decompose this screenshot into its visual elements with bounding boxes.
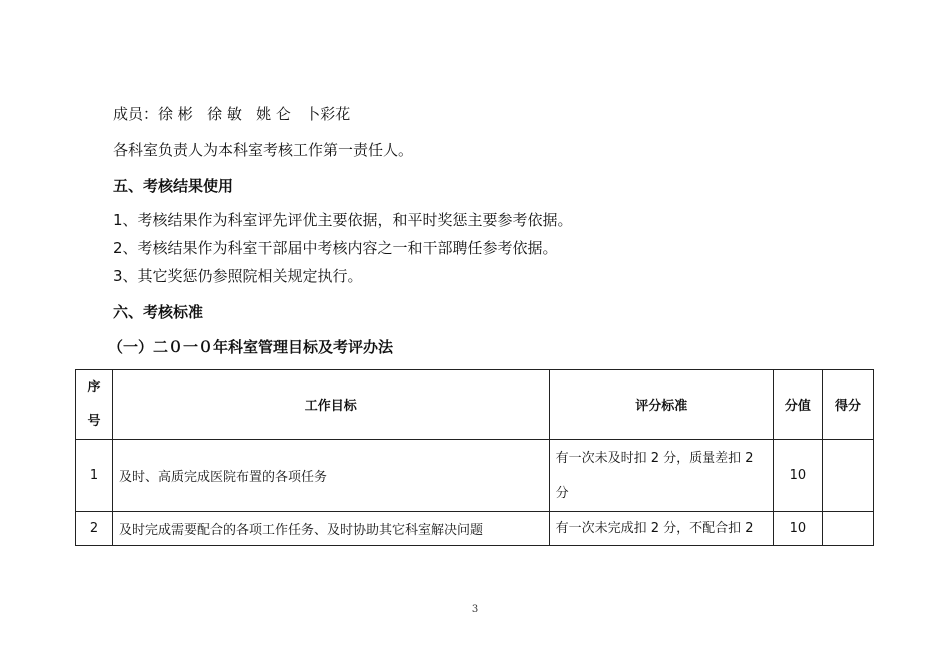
row-no: 1 (76, 440, 113, 512)
header-got: 得分 (822, 370, 873, 440)
header-no-line1: 序 (87, 379, 101, 395)
row-got (822, 440, 873, 512)
assessment-table (75, 369, 874, 546)
header-score: 分值 (773, 370, 822, 440)
members-line: 成员：徐 彬 徐 敏 姚 仑 卜彩花 (113, 105, 351, 123)
row-criteria-line2: 分 (555, 485, 569, 501)
page-number: 3 (471, 604, 479, 615)
header-goal: 工作目标 (113, 370, 550, 440)
table-header-row (76, 370, 874, 440)
row-got (822, 512, 873, 546)
section-5-title: 五、考核结果使用 (113, 177, 234, 195)
row-score: 10 (773, 440, 822, 512)
row-score: 10 (773, 512, 822, 546)
subsection-title: （一）二０一０年科室管理目标及考评办法 (108, 338, 394, 356)
list-item-3: 3、其它奖惩仍参照院相关规定执行。 (113, 267, 363, 285)
header-no (76, 370, 113, 440)
table-row (76, 512, 874, 546)
row-criteria (549, 440, 773, 512)
list-item-1: 1、考核结果作为科室评先评优主要依据，和平时奖惩主要参考依据。 (113, 211, 573, 229)
section-6-title: 六、考核标准 (113, 303, 204, 321)
row-no: 2 (76, 512, 113, 546)
header-criteria: 评分标准 (549, 370, 773, 440)
row-criteria: 有一次未完成扣 2 分，不配合扣 2 (549, 512, 773, 546)
row-goal: 及时完成需要配合的各项工作任务、及时协助其它科室解决问题 (113, 512, 550, 546)
row-criteria-line1: 有一次未及时扣 2 分，质量差扣 2 (555, 450, 754, 466)
header-no-line2: 号 (87, 413, 101, 429)
table-row (76, 440, 874, 512)
responsibility-line: 各科室负责人为本科室考核工作第一责任人。 (113, 141, 414, 159)
list-item-2: 2、考核结果作为科室干部届中考核内容之一和干部聘任参考依据。 (113, 239, 558, 257)
row-goal: 及时、高质完成医院布置的各项任务 (113, 440, 550, 512)
